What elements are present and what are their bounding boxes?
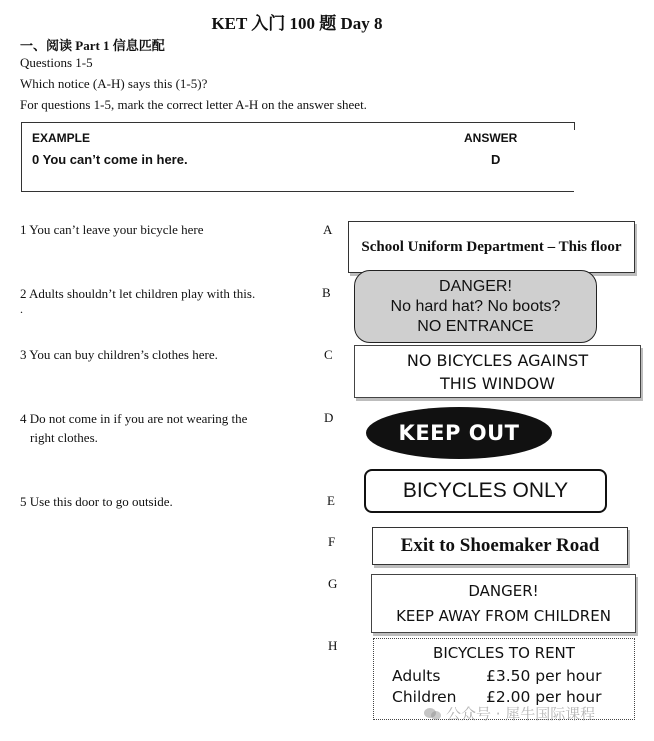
question-4 bbox=[20, 409, 247, 447]
question-3: 3 You can buy children’s clothes here. bbox=[20, 347, 218, 362]
notice-letter-e: E bbox=[327, 493, 335, 508]
notice-g-line1: DANGER! bbox=[468, 581, 539, 600]
notice-h-adults-price: £3.50 per hour bbox=[486, 667, 602, 685]
example-heading: EXAMPLE bbox=[32, 131, 91, 145]
notice-c-line2: THIS WINDOW bbox=[439, 373, 555, 393]
example-box bbox=[21, 122, 574, 192]
notice-c-sign bbox=[354, 345, 641, 398]
notice-h-adults-label: Adults bbox=[392, 667, 441, 685]
question-2 bbox=[20, 284, 255, 315]
notice-e-sign bbox=[364, 469, 607, 513]
notice-b-line2: No hard hat? No boots? bbox=[390, 297, 561, 315]
notice-b-line3: NO ENTRANCE bbox=[417, 317, 534, 335]
watermark-text: 公众号 · 犀牛国际课程 bbox=[446, 705, 596, 723]
page-title: KET 入门 100 题 Day 8 bbox=[211, 14, 383, 33]
notice-letter-c: C bbox=[324, 347, 333, 362]
notice-h-title: BICYCLES TO RENT bbox=[433, 644, 575, 662]
notice-d-sign bbox=[366, 407, 552, 459]
question-4-line2: right clothes. bbox=[30, 430, 98, 445]
notice-g-sign bbox=[371, 574, 636, 633]
question-2-dot: . bbox=[20, 302, 23, 316]
notice-e-text: BICYCLES ONLY bbox=[402, 479, 569, 502]
notice-f-sign bbox=[372, 527, 628, 565]
notice-letter-d: D bbox=[324, 410, 334, 425]
notice-letter-a: A bbox=[323, 222, 333, 237]
question-4-line1: 4 Do not come in if you are not wearing the bbox=[20, 411, 248, 426]
notice-d-text: KEEP OUT bbox=[398, 421, 520, 445]
answer-heading: ANSWER bbox=[464, 131, 518, 145]
question-2-text: 2 Adults shouldn’t let children play with this. bbox=[20, 286, 256, 301]
notice-letter-b: B bbox=[322, 285, 331, 300]
question-1: 1 You can’t leave your bicycle here bbox=[20, 222, 204, 237]
notice-h-children-label: Children bbox=[392, 688, 457, 706]
wechat-icon bbox=[424, 707, 442, 721]
notice-h-children-price: £2.00 per hour bbox=[486, 688, 602, 706]
question-5: 5 Use this door to go outside. bbox=[20, 494, 173, 509]
notice-a-sign bbox=[348, 221, 635, 273]
notice-b-line1: DANGER! bbox=[439, 277, 512, 295]
notice-h-row-adults bbox=[374, 667, 634, 685]
notice-letter-f: F bbox=[328, 534, 336, 549]
instruction-mark-answer: For questions 1-5, mark the correct letter A-H on the answer sheet. bbox=[20, 97, 367, 112]
section-heading: 一、阅读 Part 1 信息匹配 bbox=[20, 38, 165, 53]
watermark bbox=[424, 703, 595, 724]
notice-b-sign bbox=[354, 270, 597, 343]
notice-f-text: Exit to Shoemaker Road bbox=[400, 535, 600, 556]
notice-g-line2: KEEP AWAY FROM CHILDREN bbox=[396, 606, 611, 625]
example-answer: D bbox=[491, 152, 501, 167]
example-question: 0 You can’t come in here. bbox=[32, 152, 188, 167]
notice-letter-g: G bbox=[328, 576, 338, 591]
notice-c-line1: NO BICYCLES AGAINST bbox=[406, 350, 589, 370]
instruction-questions: Questions 1-5 bbox=[20, 55, 93, 70]
notice-a-text: School Uniform Department – This floor bbox=[361, 238, 622, 255]
notice-letter-h: H bbox=[328, 638, 338, 653]
instruction-which-notice: Which notice (A-H) says this (1-5)? bbox=[20, 76, 208, 91]
